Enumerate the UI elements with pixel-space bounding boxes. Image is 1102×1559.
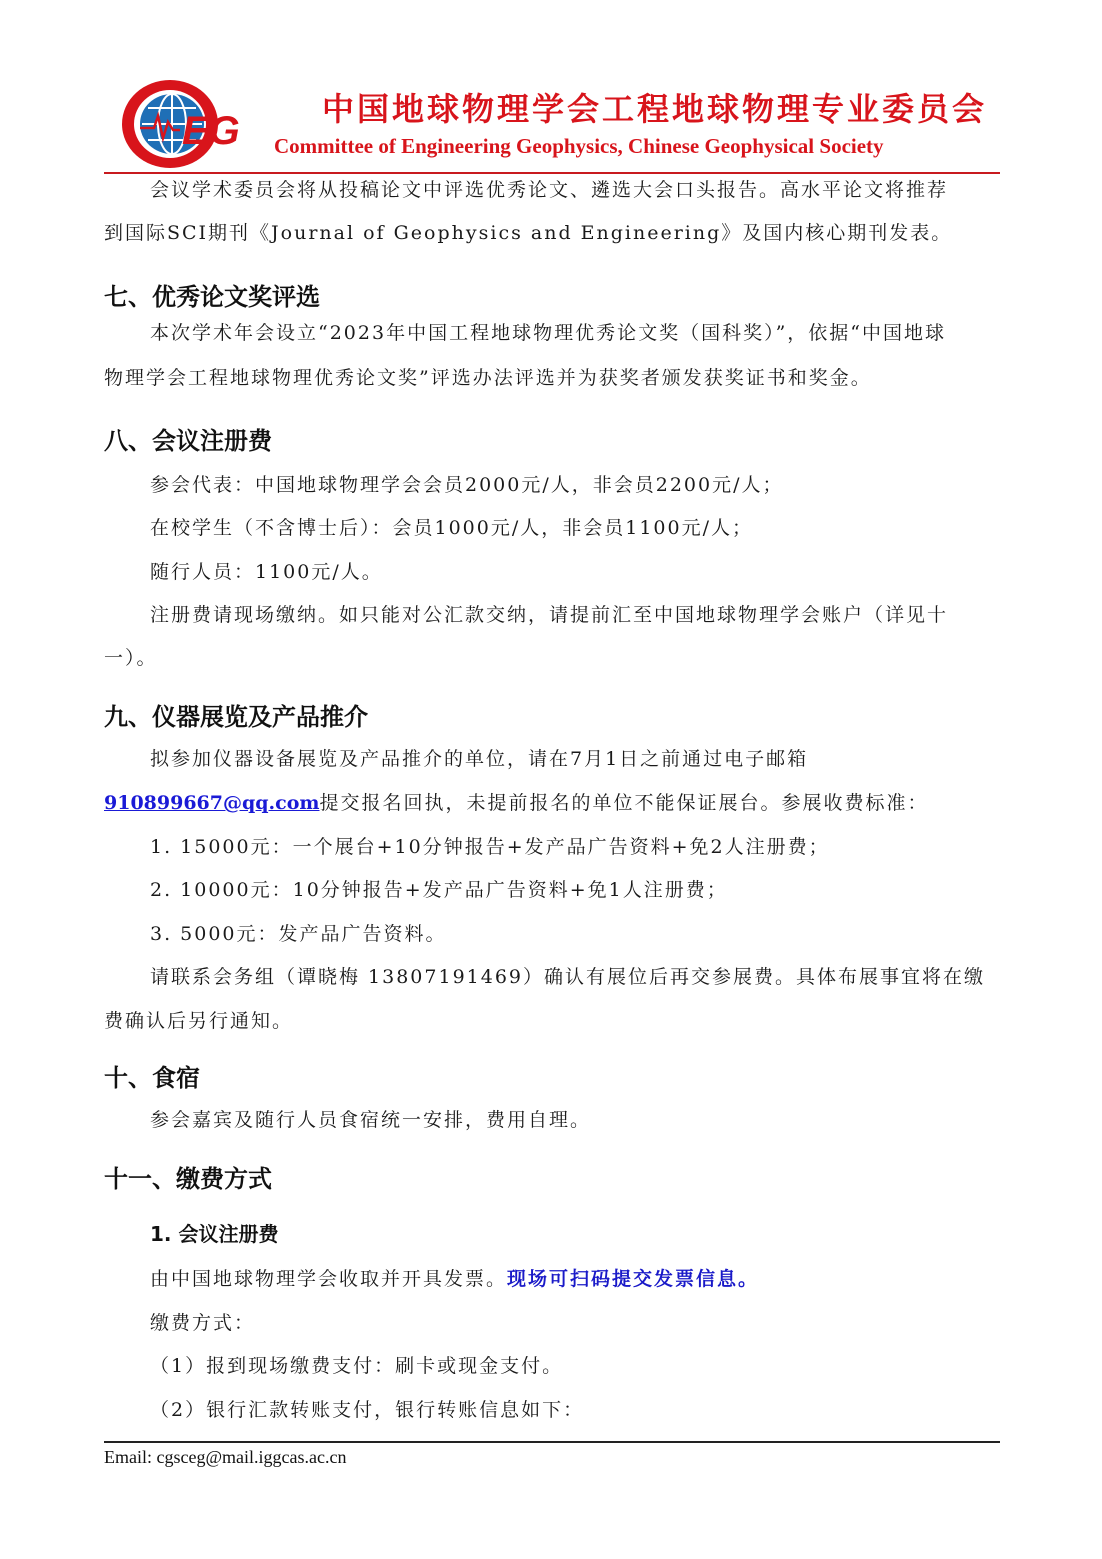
section-11-line-2: 缴费方式： (150, 1312, 256, 1334)
section-10-line-1: 参会嘉宾及随行人员食宿统一安排，费用自理。 (150, 1109, 592, 1131)
section-9-line-2 (104, 792, 929, 814)
exhibit-fee-item-1: 1. 15000元：一个展台+10分钟报告+发产品广告资料+免2人注册费； (150, 836, 830, 858)
committee-title-cn: 中国地球物理学会工程地球物理专业委员会 (322, 90, 988, 128)
section-8-line-4: 注册费请现场缴纳。如只能对公汇款交纳，请提前汇至中国地球物理学会账户（详见十 (150, 604, 949, 626)
invoice-text: 由中国地球物理学会收取并开具发票。 (150, 1268, 508, 1290)
section-8-line-1: 参会代表：中国地球物理学会会员2000元/人，非会员2200元/人； (150, 474, 784, 496)
section-7-line-2: 物理学会工程地球物理优秀论文奖”评选办法评选并为获奖者颁发获奖证书和奖金。 (104, 367, 872, 389)
section-9-heading: 九、仪器展览及产品推介 (104, 703, 368, 731)
footer-email: Email: cgsceg@mail.iggcas.ac.cn (104, 1447, 347, 1467)
section-11-subheading: 1. 会议注册费 (150, 1222, 279, 1246)
section-8-line-2: 在校学生（不含博士后）：会员1000元/人，非会员1100元/人； (150, 517, 754, 539)
section-9-line-6: 请联系会务组（谭晓梅 13807191469）确认有展位后再交参展费。具体布展事宜将在缴 (150, 966, 986, 988)
header-divider (104, 172, 1000, 174)
invoice-scan-highlight: 现场可扫码提交发票信息。 (507, 1268, 760, 1290)
section-10-heading: 十、食宿 (104, 1064, 200, 1092)
committee-title-en: Committee of Engineering Geophysics, Chinese Geophysical Society (274, 134, 884, 158)
exhibit-fee-item-3: 3. 5000元：发产品广告资料。 (150, 923, 447, 945)
logo-text: EG (182, 109, 240, 153)
section-11-heading: 十一、缴费方式 (104, 1165, 272, 1193)
section-7-heading: 七、优秀论文奖评选 (104, 283, 320, 311)
section-7-line-1: 本次学术年会设立“2023年中国工程地球物理优秀论文奖（国科奖）”，依据“中国地球 (150, 322, 946, 344)
section-8-heading: 八、会议注册费 (104, 427, 272, 455)
section-9-line-7: 费确认后另行通知。 (104, 1010, 294, 1032)
exhibit-fee-item-2: 2. 10000元：10分钟报告+发产品广告资料+免1人注册费； (150, 879, 728, 901)
section-11-line-1 (150, 1268, 759, 1290)
payment-option-2: （2）银行汇款转账支付，银行转账信息如下： (150, 1399, 585, 1421)
section-9-line-2-text: 提交报名回执，未提前报名的单位不能保证展台。参展收费标准： (319, 792, 929, 814)
footer-divider (104, 1441, 1000, 1443)
intro-line-2: 到国际SCI期刊《Journal of Geophysics and Engineering》及国内核心期刊发表。 (104, 222, 953, 244)
letterhead (0, 0, 1102, 178)
payment-option-1: （1）报到现场缴费支付：刷卡或现金支付。 (150, 1355, 564, 1377)
committee-logo (120, 78, 258, 170)
section-9-line-1: 拟参加仪器设备展览及产品推介的单位，请在7月1日之前通过电子邮箱 (150, 748, 809, 770)
exhibit-email-link[interactable]: 910899667@qq.com (104, 792, 320, 814)
section-8-line-5: 一）。 (104, 647, 158, 669)
section-8-line-3: 随行人员：1100元/人。 (150, 561, 383, 583)
intro-line-1: 会议学术委员会将从投稿论文中评选优秀论文、遴选大会口头报告。高水平论文将推荐 (150, 179, 949, 201)
